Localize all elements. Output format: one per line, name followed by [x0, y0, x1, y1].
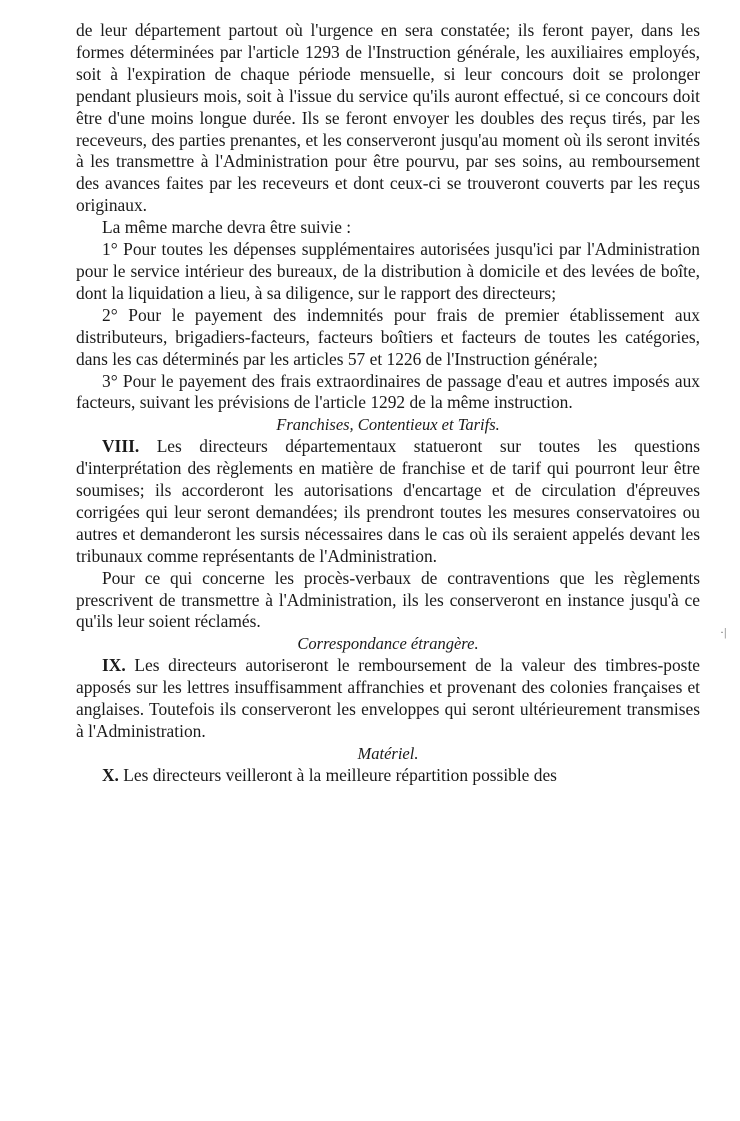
paragraph-section-ix — [76, 655, 700, 743]
paragraph-proces-verbaux: Pour ce qui concerne les procès-verbaux de contraventions que les règlements prescrivent de transmettre à l'Administration, ils les conserveront en instance jusqu'à ce qu'ils leur soient réclamés. — [76, 567, 700, 632]
section-number-viii: VIII. — [102, 436, 140, 457]
section-number-ix: IX. — [102, 655, 126, 676]
paragraph-section-viii — [76, 436, 700, 567]
heading-materiel: Matériel. — [357, 743, 419, 763]
section-number-x: X. — [102, 764, 119, 785]
paragraph-item-1: 1° Pour toutes les dépenses supplémentaires autorisées jusqu'ici par l'Administration pour le service intérieur des bureaux, de la distribution à domicile et des levées de boîte, dont la liquidation a lieu, à sa diligence, sur le rapport des directeurs; — [76, 239, 700, 303]
document-page — [76, 20, 700, 787]
paragraph-section-x — [76, 765, 700, 787]
paragraph-auxiliaires: de leur département partout où l'urgence en sera constatée; ils feront payer, dans les formes déterminées par l'article 1293 de l'Instruction générale, les auxiliaires employés, soit à l'expiration de chaque période mensuelle, si leur concours doit se prolonger pendant plusieurs mois, soit à l'issue du service qu'ils auront effectué, si ce concours doit être d'une moins longue durée. Ils se feront envoyer les doubles des reçus tirés, par les receveurs, des parties prenantes, et les conserveront jusqu'au moment où ils seront invités à les transmettre à l'Administration pour être pourvu, par ses soins, au remboursement des avances faites par les receveurs et dont ceux-ci se trouveront couverts par les reçus originaux. — [76, 20, 700, 216]
paragraph-item-3: 3° Pour le payement des frais extraordinaires de passage d'eau et autres imposés aux facteurs, suivant les prévisions de l'article 1292 de la même instruction. — [76, 370, 700, 413]
section-viii-text: Les directeurs départementaux statueront sur toutes les questions d'interprétation des règlements en matière de franchise et de tarif qui pourront leur être soumises; ils accorderont les autorisations d'encartage et de circulation d'épreuves corrigées qui leur seront demandées; ils prendront toutes les mesures conservatoires ou autres et demanderont les sursis nécessaires dans le cas où ils seraient appelés devant les tribunaux comme représentants de l'Administration. — [76, 436, 700, 566]
margin-mark: ·| — [720, 625, 727, 639]
paragraph-item-2: 2° Pour le payement des indemnités pour frais de premier établissement aux distributeurs, brigadiers-facteurs, facteurs boîtiers et facteurs de toutes les catégories, dans les cas déterminés par les articles 57 et 1226 de l'Instruction générale; — [76, 304, 700, 369]
section-x-text: Les directeurs veilleront à la meilleure répartition possible des — [123, 764, 557, 785]
section-ix-text: Les directeurs autoriseront le remboursement de la valeur des timbres-poste apposés sur les lettres insuffisamment affranchies et provenant des colonies françaises et anglaises. Toutefois ils conserveront les enveloppes qui seront ultérieurement transmises à l'Administration. — [76, 655, 700, 741]
heading-correspondance: Correspondance étrangère. — [297, 634, 479, 654]
paragraph-meme-marche: La même marche devra être suivie : — [102, 217, 352, 238]
heading-franchises: Franchises, Contentieux et Tarifs. — [276, 415, 500, 435]
